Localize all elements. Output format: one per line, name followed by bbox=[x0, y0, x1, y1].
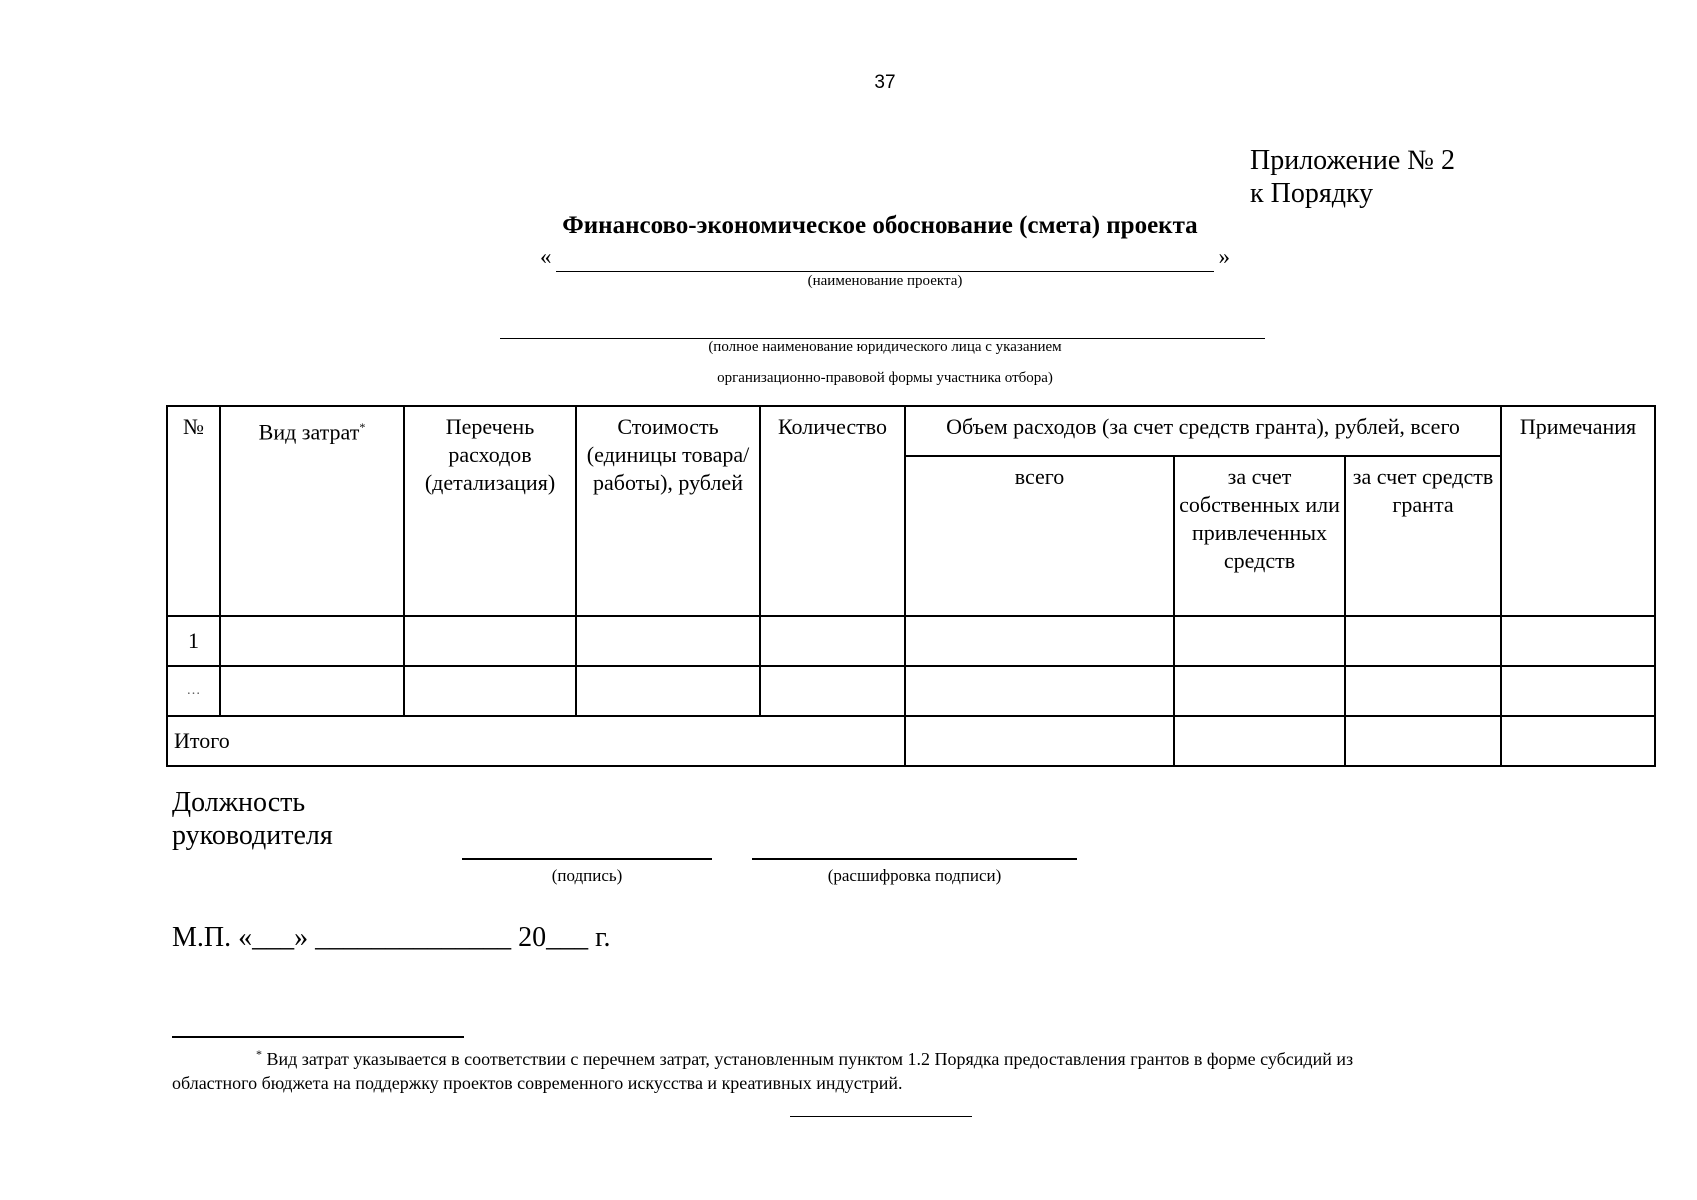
document-title: Финансово-экономическое обоснование (смета) проекта bbox=[562, 212, 1198, 239]
header-total: всего bbox=[905, 456, 1174, 616]
position-line-1: Должность bbox=[172, 787, 306, 818]
table-cell bbox=[905, 716, 1174, 766]
footnote-separator bbox=[172, 1036, 464, 1038]
table-cell bbox=[905, 666, 1174, 716]
table-cell bbox=[1174, 716, 1345, 766]
budget-table bbox=[166, 405, 1656, 767]
appendix-line-2: к Порядку bbox=[1250, 178, 1374, 209]
page-number: 37 bbox=[874, 72, 896, 93]
table-cell bbox=[1345, 666, 1501, 716]
signature-line bbox=[462, 858, 712, 860]
table-cell bbox=[760, 616, 905, 666]
footnote-line-2: областного бюджета на поддержку проектов современного искусства и креативных индустрий. bbox=[172, 1073, 903, 1093]
header-grant-funds: за счет средств гранта bbox=[1345, 456, 1501, 616]
table-cell bbox=[1345, 716, 1501, 766]
table-cell bbox=[1345, 616, 1501, 666]
table-row bbox=[167, 616, 1655, 666]
header-notes: Примечания bbox=[1501, 406, 1655, 616]
page-end-line bbox=[790, 1116, 972, 1117]
position-label bbox=[172, 786, 333, 852]
table-row bbox=[167, 666, 1655, 716]
position-line-2: руководителя bbox=[172, 820, 333, 851]
stamp-date-line: М.П. «___» ______________ 20___ г. bbox=[172, 922, 611, 953]
table-cell bbox=[404, 616, 576, 666]
table-cell bbox=[220, 616, 404, 666]
budget-table-wrapper bbox=[166, 405, 1654, 767]
table-cell bbox=[1174, 666, 1345, 716]
table-cell bbox=[760, 666, 905, 716]
header-own-funds: за счет собственных или привлеченных средств bbox=[1174, 456, 1345, 616]
footnote-mark: * bbox=[359, 420, 366, 434]
row-num: … bbox=[167, 666, 220, 716]
total-row bbox=[167, 716, 1655, 766]
signature-decode-caption: (расшифровка подписи) bbox=[827, 866, 1002, 885]
footnote bbox=[172, 1042, 1512, 1095]
table-cell bbox=[905, 616, 1174, 666]
entity-caption-line-1: (полное наименование юридического лица с указанием bbox=[708, 339, 1062, 355]
header-volume: Объем расходов (за счет средств гранта), рублей, всего bbox=[905, 406, 1501, 456]
entity-caption-line-2: организационно-правовой формы участника отбора) bbox=[717, 370, 1053, 386]
table-cell bbox=[1174, 616, 1345, 666]
table-cell bbox=[576, 666, 760, 716]
project-name-field bbox=[540, 244, 1230, 274]
row-num: 1 bbox=[167, 616, 220, 666]
signature-caption: (подпись) bbox=[551, 866, 623, 885]
header-num: № bbox=[167, 406, 220, 616]
quote-close: » bbox=[1218, 244, 1230, 269]
header-expense-list: Перечень расходов (детализация) bbox=[404, 406, 576, 616]
table-cell bbox=[1501, 616, 1655, 666]
signature-decode-line bbox=[752, 858, 1077, 860]
project-name-line bbox=[556, 271, 1214, 272]
appendix-line-1: Приложение № 2 bbox=[1250, 145, 1455, 176]
header-cost-type: Вид затрат* bbox=[220, 406, 404, 616]
appendix-note bbox=[1250, 144, 1455, 210]
table-cell bbox=[220, 666, 404, 716]
header-quantity: Количество bbox=[760, 406, 905, 616]
quote-open: « bbox=[540, 244, 552, 269]
table-cell bbox=[1501, 716, 1655, 766]
footnote-line-1: * Вид затрат указывается в соответствии с перечнем затрат, установленным пунктом 1.2 Порядка предоставления грантов в форме субсидий из bbox=[256, 1047, 1354, 1069]
footnote-mark: * bbox=[256, 1047, 262, 1061]
total-label: Итого bbox=[167, 716, 905, 766]
project-name-caption: (наименование проекта) bbox=[807, 273, 963, 289]
table-cell bbox=[1501, 666, 1655, 716]
table-cell bbox=[404, 666, 576, 716]
header-unit-cost: Стоимость (единицы товара/работы), рублей bbox=[576, 406, 760, 616]
table-cell bbox=[576, 616, 760, 666]
